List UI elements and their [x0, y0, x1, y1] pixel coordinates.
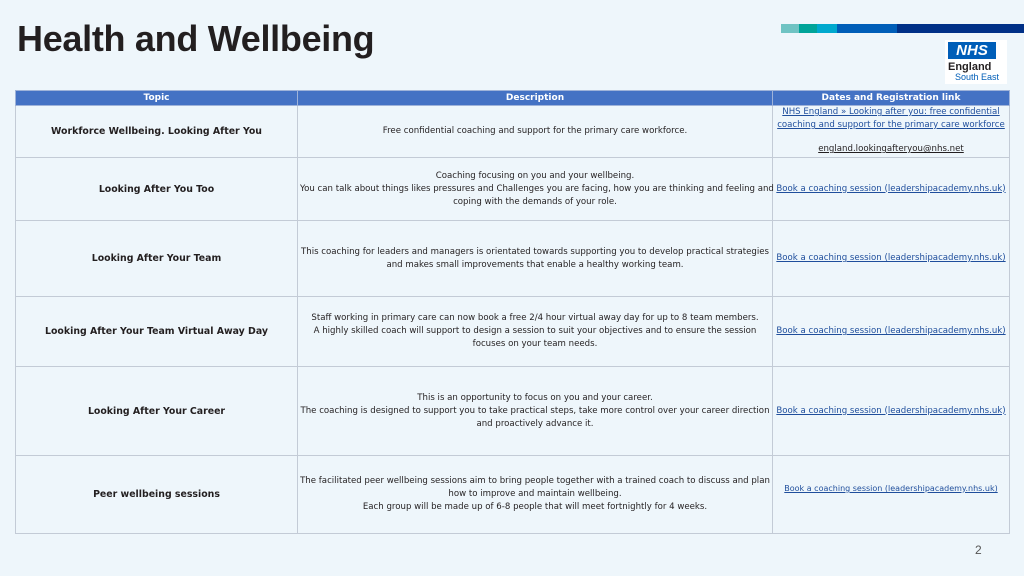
link-cell: [773, 297, 1010, 367]
link-cell: [773, 456, 1010, 534]
email-link[interactable]: england.lookingafteryou@nhs.net: [818, 144, 964, 154]
description-line: A highly skilled coach will support to design a session to suit your objectives and to ensure the session: [313, 326, 757, 336]
page-number: 2: [975, 543, 982, 557]
topic-cell: Looking After You Too: [16, 158, 298, 221]
stripe-segment: [837, 24, 897, 33]
description-cell: [298, 297, 773, 367]
link-cell: [773, 221, 1010, 297]
column-header-dates-link: Dates and Registration link: [773, 91, 1010, 106]
description-line: Free confidential coaching and support for the primary care workforce.: [382, 126, 688, 136]
booking-link[interactable]: Book a coaching session (leadershipacademy.nhs.uk): [776, 326, 1006, 336]
link-cell: [773, 106, 1010, 158]
topic-cell: Peer wellbeing sessions: [16, 456, 298, 534]
description-line: focuses on your team needs.: [472, 339, 598, 349]
column-header-description: Description: [298, 91, 773, 106]
column-header-topic: Topic: [16, 91, 298, 106]
table-row: [16, 297, 1010, 367]
description-line: The facilitated peer wellbeing sessions aim to bring people together with a trained coach to discuss and plan: [300, 476, 770, 486]
topic-cell: Looking After Your Team Virtual Away Day: [16, 297, 298, 367]
description-cell: [298, 221, 773, 297]
description-line: and proactively advance it.: [476, 418, 594, 429]
table-row: [16, 367, 1010, 456]
description-cell: [298, 456, 773, 534]
table-row: [16, 158, 1010, 221]
description-line: coping with the demands of your role.: [453, 196, 617, 207]
stripe-segment: [897, 24, 1024, 33]
stripe-segment: [799, 24, 817, 33]
description-line: This is an opportunity to focus on you and your career.: [417, 392, 653, 403]
table-row: [16, 221, 1010, 297]
registration-link[interactable]: coaching and support for the primary care workforce: [777, 120, 1005, 130]
nhs-logo-mark: NHS: [948, 42, 996, 59]
description-line: This coaching for leaders and managers is orientated towards supporting you to develop practical strategies: [301, 246, 769, 257]
description-line: Each group will be made up of 6-8 people that will meet fortnightly for 4 weeks.: [362, 502, 708, 512]
description-cell: [298, 367, 773, 456]
topic-cell: Looking After Your Career: [16, 367, 298, 456]
booking-link[interactable]: Book a coaching session (leadershipacademy.nhs.uk): [784, 484, 998, 493]
booking-link[interactable]: Book a coaching session (leadershipacademy.nhs.uk): [776, 183, 1006, 194]
booking-link[interactable]: Book a coaching session (leadershipacademy.nhs.uk): [776, 253, 1006, 263]
description-cell: [298, 158, 773, 221]
description-line: and makes small improvements that enable a healthy working team.: [386, 259, 684, 270]
description-line: You can talk about things likes pressures and Challenges you are facing, how you are thinking and feeling and: [300, 183, 774, 194]
description-cell: [298, 106, 773, 158]
table-header-row: [16, 91, 1010, 106]
topic-cell: Looking After Your Team: [16, 221, 298, 297]
booking-link[interactable]: Book a coaching session (leadershipacademy.nhs.uk): [776, 405, 1006, 416]
page-title: Health and Wellbeing: [17, 18, 375, 59]
link-cell: [773, 158, 1010, 221]
wellbeing-table: [15, 90, 1010, 534]
spacer: [775, 132, 1007, 143]
link-cell: [773, 367, 1010, 456]
description-line: Coaching focusing on you and your wellbeing.: [435, 170, 635, 181]
logo-line-england: England: [948, 61, 992, 73]
description-line: The coaching is designed to support you to take practical steps, take more control over your career direction: [300, 405, 770, 416]
stripe-segment: [781, 24, 799, 33]
description-line: Staff working in primary care can now book a free 2/4 hour virtual away day for up to 8 team members.: [311, 313, 759, 323]
logo-line-region: South East: [955, 72, 1000, 82]
description-line: how to improve and maintain wellbeing.: [448, 489, 622, 499]
topic-cell: Workforce Wellbeing. Looking After You: [16, 106, 298, 158]
stripe-segment: [817, 24, 837, 33]
table-row: [16, 456, 1010, 534]
table-row: [16, 106, 1010, 158]
nhs-england-logo: [945, 40, 1007, 84]
registration-link[interactable]: NHS England » Looking after you: free confidential: [782, 107, 1000, 117]
